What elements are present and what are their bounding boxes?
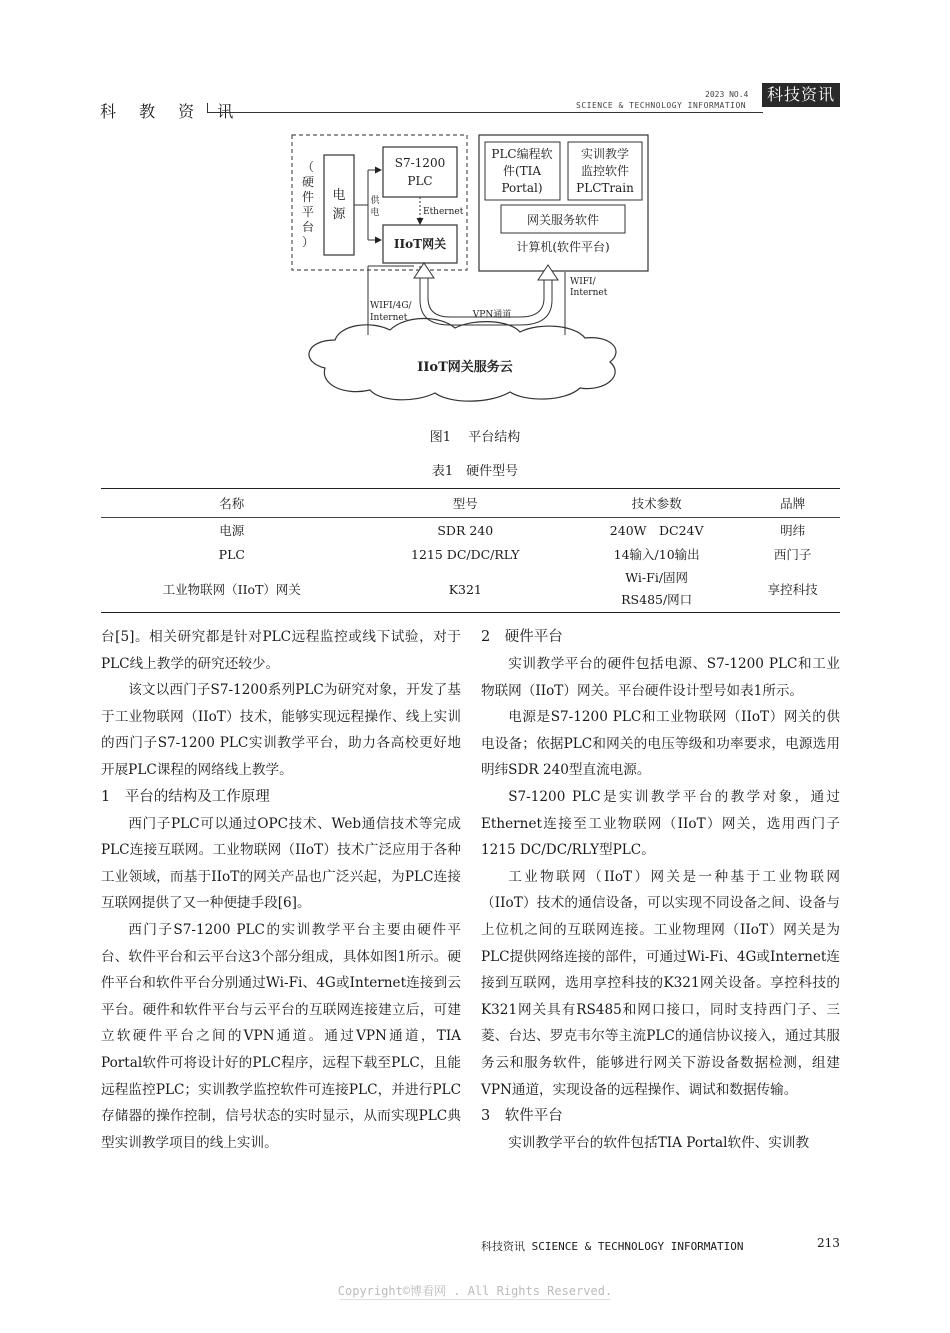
- svg-text:件: 件: [301, 190, 315, 204]
- right-column: [481, 624, 840, 1157]
- svg-text:PLC编程软: PLC编程软: [491, 147, 553, 161]
- journal-title-en: SCIENCE & TECHNOLOGY INFORMATION: [576, 101, 747, 110]
- svg-text:网关服务软件: 网关服务软件: [526, 213, 600, 227]
- table-caption: 表1 硬件型号: [431, 464, 519, 479]
- table-header: 型号: [363, 489, 568, 518]
- svg-text:台: 台: [301, 220, 315, 234]
- paragraph: S7-1200 PLC是实训教学平台的教学对象，通过Ethernet连接至工业物联网（IIoT）网关，选用西门子1215 DC/DC/RLY型PLC。: [481, 788, 840, 859]
- plc-label-2: PLC: [407, 174, 433, 188]
- plc-box: [383, 147, 457, 197]
- svg-text:）: ）: [301, 235, 315, 249]
- supply-label-2: 电: [370, 208, 380, 218]
- supply-label-1: 供: [370, 196, 380, 206]
- svg-text:WIFI/: WIFI/: [570, 277, 596, 287]
- power-label-2: 源: [332, 207, 346, 222]
- paragraph: 西门子S7-1200 PLC的实训教学平台主要由硬件平台、软件平台和云平台这3个部分组成，具体如图1所示。硬件平台和软件平台分别通过Wi-Fi、4G或Internet连接到云平台。硬件和软件平台与云平台的互联网连接建立后，可建立软硬件平台之间的VPN通道。通过VPN通道，TIA Portal软件可将设计好的PLC程序，远程下载至PLC，且能远程监控PLC；实训教学监控软件可连接PLC，并进行PLC存储器的操作控制，信号状态的实时显示，从而实现PLC典型实训教学项目的线上实训。: [101, 921, 461, 1151]
- svg-text:Portal): Portal): [501, 181, 543, 195]
- platform-structure-diagram: [0, 0, 950, 420]
- section-heading-2: 2 硬件平台: [481, 629, 563, 645]
- paragraph: 台[5]。相关研究都是针对PLC远程监控或线下试验，对于PLC线上教学的研究还较少。: [101, 629, 461, 672]
- year-issue: 2023 NO.4: [705, 90, 749, 99]
- footer-journal: 科技资讯 SCIENCE & TECHNOLOGY INFORMATION: [481, 1240, 744, 1253]
- section-heading-1: 1 平台的结构及工作原理: [101, 788, 270, 805]
- copyright-rule: [340, 1299, 610, 1300]
- paragraph: 电源是S7-1200 PLC和工业物联网（IIoT）网关的供电设备；依据PLC和网关的电压等级和功率要求，电源选用明纬SDR 240型直流电源。: [481, 709, 840, 779]
- table-row: 电源 SDR 240 240W DC24V 明纬: [219, 522, 806, 538]
- page-number: 213: [817, 1236, 840, 1250]
- journal-brand-badge: 科技资讯: [762, 83, 840, 107]
- table-header: 技术参数: [568, 489, 745, 518]
- section-heading-3: 3 软件平台: [481, 1108, 563, 1125]
- paragraph: 实训教学平台的硬件包括电源、S7-1200 PLC和工业物联网（IIoT）网关。平台硬件设计型号如表1所示。: [481, 656, 840, 699]
- svg-text:件(TIA: 件(TIA: [502, 164, 542, 178]
- svg-text:WIFI/4G/: WIFI/4G/: [370, 301, 412, 311]
- paragraph: 西门子PLC可以通过OPC技术、Web通信技术等完成PLC连接互联网。工业物联网（IIoT）技术广泛应用于各种工业领域，而基于IIoT的网关产品也广泛兴起，为PLC连接互联网提供了又一种便捷手段[6]。: [101, 815, 461, 912]
- computer-label: 计算机(软件平台): [516, 240, 610, 254]
- table-row: PLC 1215 DC/DC/RLY 14输入/10输出 西门子: [218, 546, 812, 562]
- svg-text:监控软件: 监控软件: [580, 164, 630, 178]
- svg-text:实训教学: 实训教学: [580, 147, 630, 161]
- paragraph: 实训教学平台的软件包括TIA Portal软件、实训教: [508, 1135, 810, 1152]
- svg-text:平: 平: [301, 205, 315, 219]
- vpn-label: VPN通道: [472, 310, 512, 320]
- paragraph: 工业物联网（IIoT）网关是一种基于工业物联网（IIoT）技术的通信设备，可以实现不同设备之间、设备与上位机之间的互联网连接。工业物理网（IIoT）网关是为PLC提供网络连接的部件，可通过Wi-Fi、4G或Internet连接到互联网，选用享控科技的K321网关设备。享控科技的K321网关具有RS485和网口接口，同时支持西门子、三菱、台达、罗克韦尔等主流PLC的通信协议接入，通过其服务云和服务软件，能够进行网关下游设备数据检测，组建VPN通道，实现设备的远程操作、调试和数据传输。: [481, 868, 840, 1098]
- paragraph: 该文以西门子S7-1200系列PLC为研究对象，开发了基于工业物联网（IIoT）技术，能够实现远程操作、线上实训的西门子S7-1200 PLC实训教学平台，助力各高校更好地开展PLC课程的网络线上教学。: [101, 682, 461, 778]
- svg-text:PLCTrain: PLCTrain: [576, 181, 634, 195]
- left-column: [101, 624, 461, 1156]
- table-header: 品牌: [745, 489, 840, 518]
- svg-text:（: （: [301, 160, 315, 174]
- table-header: 名称: [101, 489, 363, 518]
- cloud-label: IIoT网关服务云: [417, 360, 513, 375]
- svg-text:硬: 硬: [301, 175, 315, 189]
- plc-label-1: S7-1200: [394, 156, 446, 170]
- journal-title-cn: 科 教 资 讯: [100, 102, 243, 121]
- svg-text:Internet: Internet: [570, 288, 608, 298]
- hardware-table: [101, 488, 840, 613]
- power-box: [324, 155, 354, 255]
- power-label-1: 电: [332, 188, 346, 203]
- copyright-watermark: Copyright©博看网 . All Rights Reserved.: [337, 1284, 613, 1298]
- figure-caption: 图1 平台结构: [429, 430, 521, 445]
- table-row: 工业物联网（IIoT）网关 K321 Wi-Fi/固网 RS485/网口 享控科技: [101, 566, 840, 613]
- hardware-platform-label: [302, 160, 314, 249]
- svg-text:Internet: Internet: [370, 313, 408, 323]
- ethernet-label: Ethernet: [423, 207, 464, 217]
- gateway-label: IIoT网关: [393, 237, 447, 251]
